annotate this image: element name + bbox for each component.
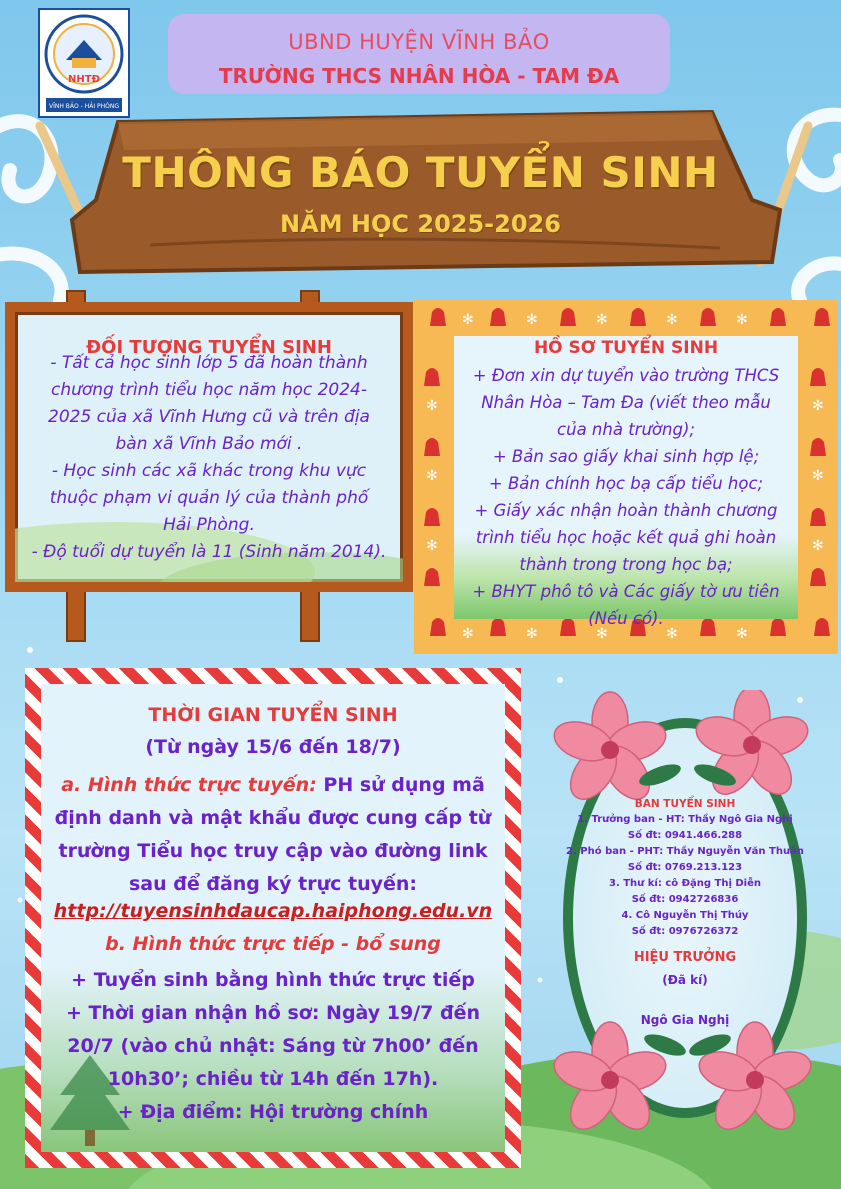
offline-method-line: + Tuyển sinh bằng hình thức trực tiếp xyxy=(71,969,475,991)
logo-mark: NHTĐ xyxy=(68,74,100,85)
svg-text:✻: ✻ xyxy=(426,538,438,554)
offline-method-line: + Thời gian nhận hồ sơ: Ngày 19/7 đến xyxy=(65,1002,481,1024)
documents-line: + Giấy xác nhận hoàn thành chương xyxy=(474,501,778,520)
documents-line: + BHYT phô tô và Các giấy tờ ưu tiên xyxy=(472,582,780,601)
banner-subtitle: NĂM HỌC 2025-2026 xyxy=(280,210,561,238)
committee-title: BAN TUYỂN SINH xyxy=(634,798,736,810)
eligibility-line: 2025 của xã Vĩnh Hưng cũ và trên địa xyxy=(48,407,370,427)
documents-line: của nhà trường); xyxy=(557,420,695,439)
principal-title: HIỆU TRƯỞNG xyxy=(633,950,737,965)
eligibility-line: - Học sinh các xã khác trong khu vực xyxy=(51,461,367,481)
committee-line: Số đt: 0976726372 xyxy=(631,926,739,937)
district-name: UBND HUYỆN VĨNH BẢO xyxy=(288,30,550,54)
svg-text:✻: ✻ xyxy=(526,312,538,328)
school-name: TRƯỜNG THCS NHÂN HÒA - TAM ĐA xyxy=(218,64,620,88)
flower-top-right xyxy=(691,690,812,803)
eligibility-line: - Tất cả học sinh lớp 5 đã hoàn thành xyxy=(50,353,368,373)
svg-text:✻: ✻ xyxy=(426,398,438,414)
school-emblem-icon xyxy=(40,10,128,116)
svg-text:✻: ✻ xyxy=(812,538,824,554)
svg-text:✻: ✻ xyxy=(736,312,748,328)
online-method-line: sau để đăng ký trực tuyến: xyxy=(128,873,418,895)
logo-bottom-text: VĨNH BẢO - HẢI PHÒNG xyxy=(49,103,119,110)
documents-title: HỒ SƠ TUYỂN SINH xyxy=(533,338,719,358)
committee-line: 4. Cô Nguyễn Thị Thúy xyxy=(621,910,749,921)
sign-post-left xyxy=(66,588,86,642)
online-method-line: trường Tiểu học truy cập vào đường link xyxy=(58,840,488,862)
online-method-line: định danh và mật khẩu được cung cấp từ xyxy=(54,807,492,829)
timeline-dates: (Từ ngày 15/6 đến 18/7) xyxy=(145,736,401,758)
offline-method-line: 20/7 (vào chủ nhật: Sáng từ 7h00’ đến xyxy=(67,1035,479,1057)
documents-line: (Nếu có). xyxy=(588,609,664,628)
svg-text:✻: ✻ xyxy=(736,626,748,642)
svg-text:✻: ✻ xyxy=(812,468,824,484)
committee-line: 2. Phó ban - PHT: Thầy Nguyễn Văn Thuấn xyxy=(566,846,804,857)
eligibility-line: thuộc phạm vi quản lý của thành phố xyxy=(49,488,369,508)
svg-text:✻: ✻ xyxy=(462,626,474,642)
documents-line: + Bản chính học bạ cấp tiểu học; xyxy=(488,474,764,493)
documents-line: Nhân Hòa – Tam Đa (viết theo mẫu xyxy=(481,393,771,412)
eligibility-line: - Độ tuổi dự tuyển là 11 (Sinh năm 2014). xyxy=(31,542,387,562)
committee-line: Số đt: 0941.466.288 xyxy=(627,830,743,841)
committee-line: Số đt: 0769.213.123 xyxy=(627,862,743,873)
svg-text:✻: ✻ xyxy=(596,626,608,642)
timeline-title: THỜI GIAN TUYỂN SINH xyxy=(148,704,398,726)
flower-top-left xyxy=(549,692,670,808)
online-method-text: PH sử dụng mã xyxy=(316,774,485,796)
committee-line: 1. Trưởng ban - HT: Thầy Ngô Gia Nghị xyxy=(577,814,793,825)
documents-body xyxy=(448,362,804,632)
svg-text:✻: ✻ xyxy=(666,312,678,328)
svg-text:✻: ✻ xyxy=(596,312,608,328)
svg-text:✻: ✻ xyxy=(426,468,438,484)
offline-method-label: b. Hình thức trực tiếp - bổ sung xyxy=(105,933,441,955)
sign-post-right xyxy=(300,588,320,642)
header-panel xyxy=(168,14,670,94)
svg-text:✻: ✻ xyxy=(526,626,538,642)
eligibility-line: Hải Phòng. xyxy=(163,515,255,535)
school-logo xyxy=(38,8,130,118)
online-method-label: a. Hình thức trực tuyến: xyxy=(61,774,317,796)
documents-line: + Bản sao giấy khai sinh hợp lệ; xyxy=(492,447,760,466)
registration-link[interactable]: http://tuyensinhdaucap.haiphong.edu.vn xyxy=(53,900,493,922)
offline-method-line: 10h30’; chiều từ 14h đến 17h). xyxy=(107,1068,439,1090)
signature-status: (Đã kí) xyxy=(662,973,708,987)
eligibility-line: chương trình tiểu học năm học 2024- xyxy=(50,380,368,400)
eligibility-body xyxy=(14,350,404,566)
online-method xyxy=(36,769,510,901)
eligibility-title: ĐỐI TƯỢNG TUYỂN SINH xyxy=(86,337,332,358)
svg-text:✻: ✻ xyxy=(812,398,824,414)
documents-line: thành trong trong học bạ; xyxy=(519,555,733,574)
eligibility-line: bàn xã Vĩnh Bảo mới . xyxy=(115,434,303,454)
svg-text:✻: ✻ xyxy=(462,312,474,328)
principal-name: Ngô Gia Nghị xyxy=(640,1013,730,1027)
documents-line: + Đơn xin dự tuyển vào trường THCS xyxy=(472,366,780,385)
banner-title: THÔNG BÁO TUYỂN SINH xyxy=(122,148,719,197)
committee-list xyxy=(545,812,825,940)
committee-line: 3. Thư kí: cô Đặng Thị Diễn xyxy=(609,878,761,889)
documents-line: trình tiểu học hoặc kết quả ghi hoàn xyxy=(475,528,777,547)
offline-method-body xyxy=(36,964,510,1129)
committee-line: Số đt: 0942726836 xyxy=(631,894,739,905)
offline-method-line: + Địa điểm: Hội trường chính xyxy=(117,1101,429,1123)
svg-text:✻: ✻ xyxy=(666,626,678,642)
